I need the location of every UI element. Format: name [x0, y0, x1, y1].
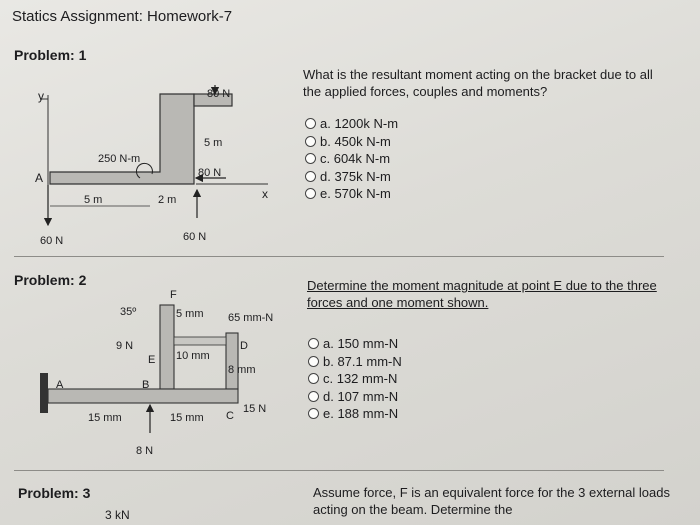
dim-8mm-label: 8 mm [228, 364, 256, 376]
choice-1e[interactable]: e. 570k N-m [305, 185, 398, 203]
right-post [226, 333, 238, 389]
point-a-label: A [35, 171, 44, 185]
page-title: Statics Assignment: Homework-7 [12, 8, 233, 25]
problem-2-question: Determine the moment magnitude at point E due to the three forces and one moment shown. [307, 278, 657, 310]
choice-2b[interactable]: b. 87.1 mm-N [308, 353, 402, 371]
force-9n-label: 9 N [116, 340, 134, 352]
radio-icon[interactable] [308, 373, 319, 384]
force-top-label: 80 N [207, 88, 231, 100]
force-8n-label: 8 N [136, 445, 154, 457]
problem-1-figure [0, 60, 300, 260]
point-b-label: B [142, 379, 150, 391]
problem-1-question: What is the resultant moment acting on the bracket due to all the applied forces, couples and moments? [303, 67, 653, 99]
choice-1a[interactable]: a. 1200k N-m [305, 115, 398, 133]
choice-2e[interactable]: e. 188 mm-N [308, 405, 402, 423]
dim-10mm-label: 10 mm [176, 350, 210, 362]
problem-1-choices [305, 115, 398, 203]
axis-x-label: x [262, 187, 268, 201]
mid-arm [174, 337, 226, 345]
choice-1b[interactable]: b. 450k N-m [305, 133, 398, 151]
post [160, 305, 174, 389]
problem-2-figure [0, 285, 300, 465]
problem-2-choices [308, 335, 402, 423]
radio-icon[interactable] [305, 188, 316, 199]
point-e-label: E [148, 354, 156, 366]
radio-icon[interactable] [305, 136, 316, 147]
dim-5m-label: 5 m [84, 194, 103, 206]
divider-2 [14, 470, 664, 471]
choice-2a[interactable]: a. 150 mm-N [308, 335, 402, 353]
wall-support [40, 373, 48, 413]
force-bottom-left-label: 60 N [40, 235, 64, 247]
radio-icon[interactable] [305, 153, 316, 164]
force-right-label: 80 N [198, 167, 222, 179]
f-label: F [170, 289, 177, 301]
dim-5mm-label: 5 mm [176, 308, 204, 320]
divider-1 [14, 256, 664, 257]
point-a-label: A [56, 379, 64, 391]
point-c-label: C [226, 410, 234, 422]
choice-1c[interactable]: c. 604k N-m [305, 150, 398, 168]
dim-vertical-label: 5 m [204, 137, 223, 149]
radio-icon[interactable] [308, 391, 319, 402]
moment-label: 250 N-m [98, 153, 141, 165]
force-15n-label: 15 N [243, 403, 267, 415]
radio-icon[interactable] [308, 408, 319, 419]
bracket-body [50, 94, 194, 184]
problem-3-label: Problem: 3 [18, 485, 91, 501]
problem-2-label: Problem: 2 [14, 272, 87, 288]
beam [48, 389, 238, 403]
radio-icon[interactable] [305, 118, 316, 129]
dim-15mm-right-label: 15 mm [170, 412, 204, 424]
choice-2c[interactable]: c. 132 mm-N [308, 370, 402, 388]
angle-label: 35º [120, 306, 137, 318]
dim-2m-label: 2 m [158, 194, 177, 206]
radio-icon[interactable] [305, 171, 316, 182]
axis-y-label: y [38, 89, 44, 103]
choice-1d[interactable]: d. 375k N-m [305, 168, 398, 186]
radio-icon[interactable] [308, 356, 319, 367]
moment-label: 65 mm-N [228, 312, 274, 324]
problem-1-label: Problem: 1 [14, 47, 87, 63]
problem-3-question: Assume force, F is an equivalent force for the 3 external loads acting on the beam. Determine the [313, 485, 670, 517]
radio-icon[interactable] [308, 338, 319, 349]
dim-15mm-left-label: 15 mm [88, 412, 122, 424]
choice-2d[interactable]: d. 107 mm-N [308, 388, 402, 406]
point-d-label: D [240, 340, 248, 352]
force-3kn-label: 3 kN [105, 508, 130, 522]
force-bottom-right-label: 60 N [183, 231, 207, 243]
